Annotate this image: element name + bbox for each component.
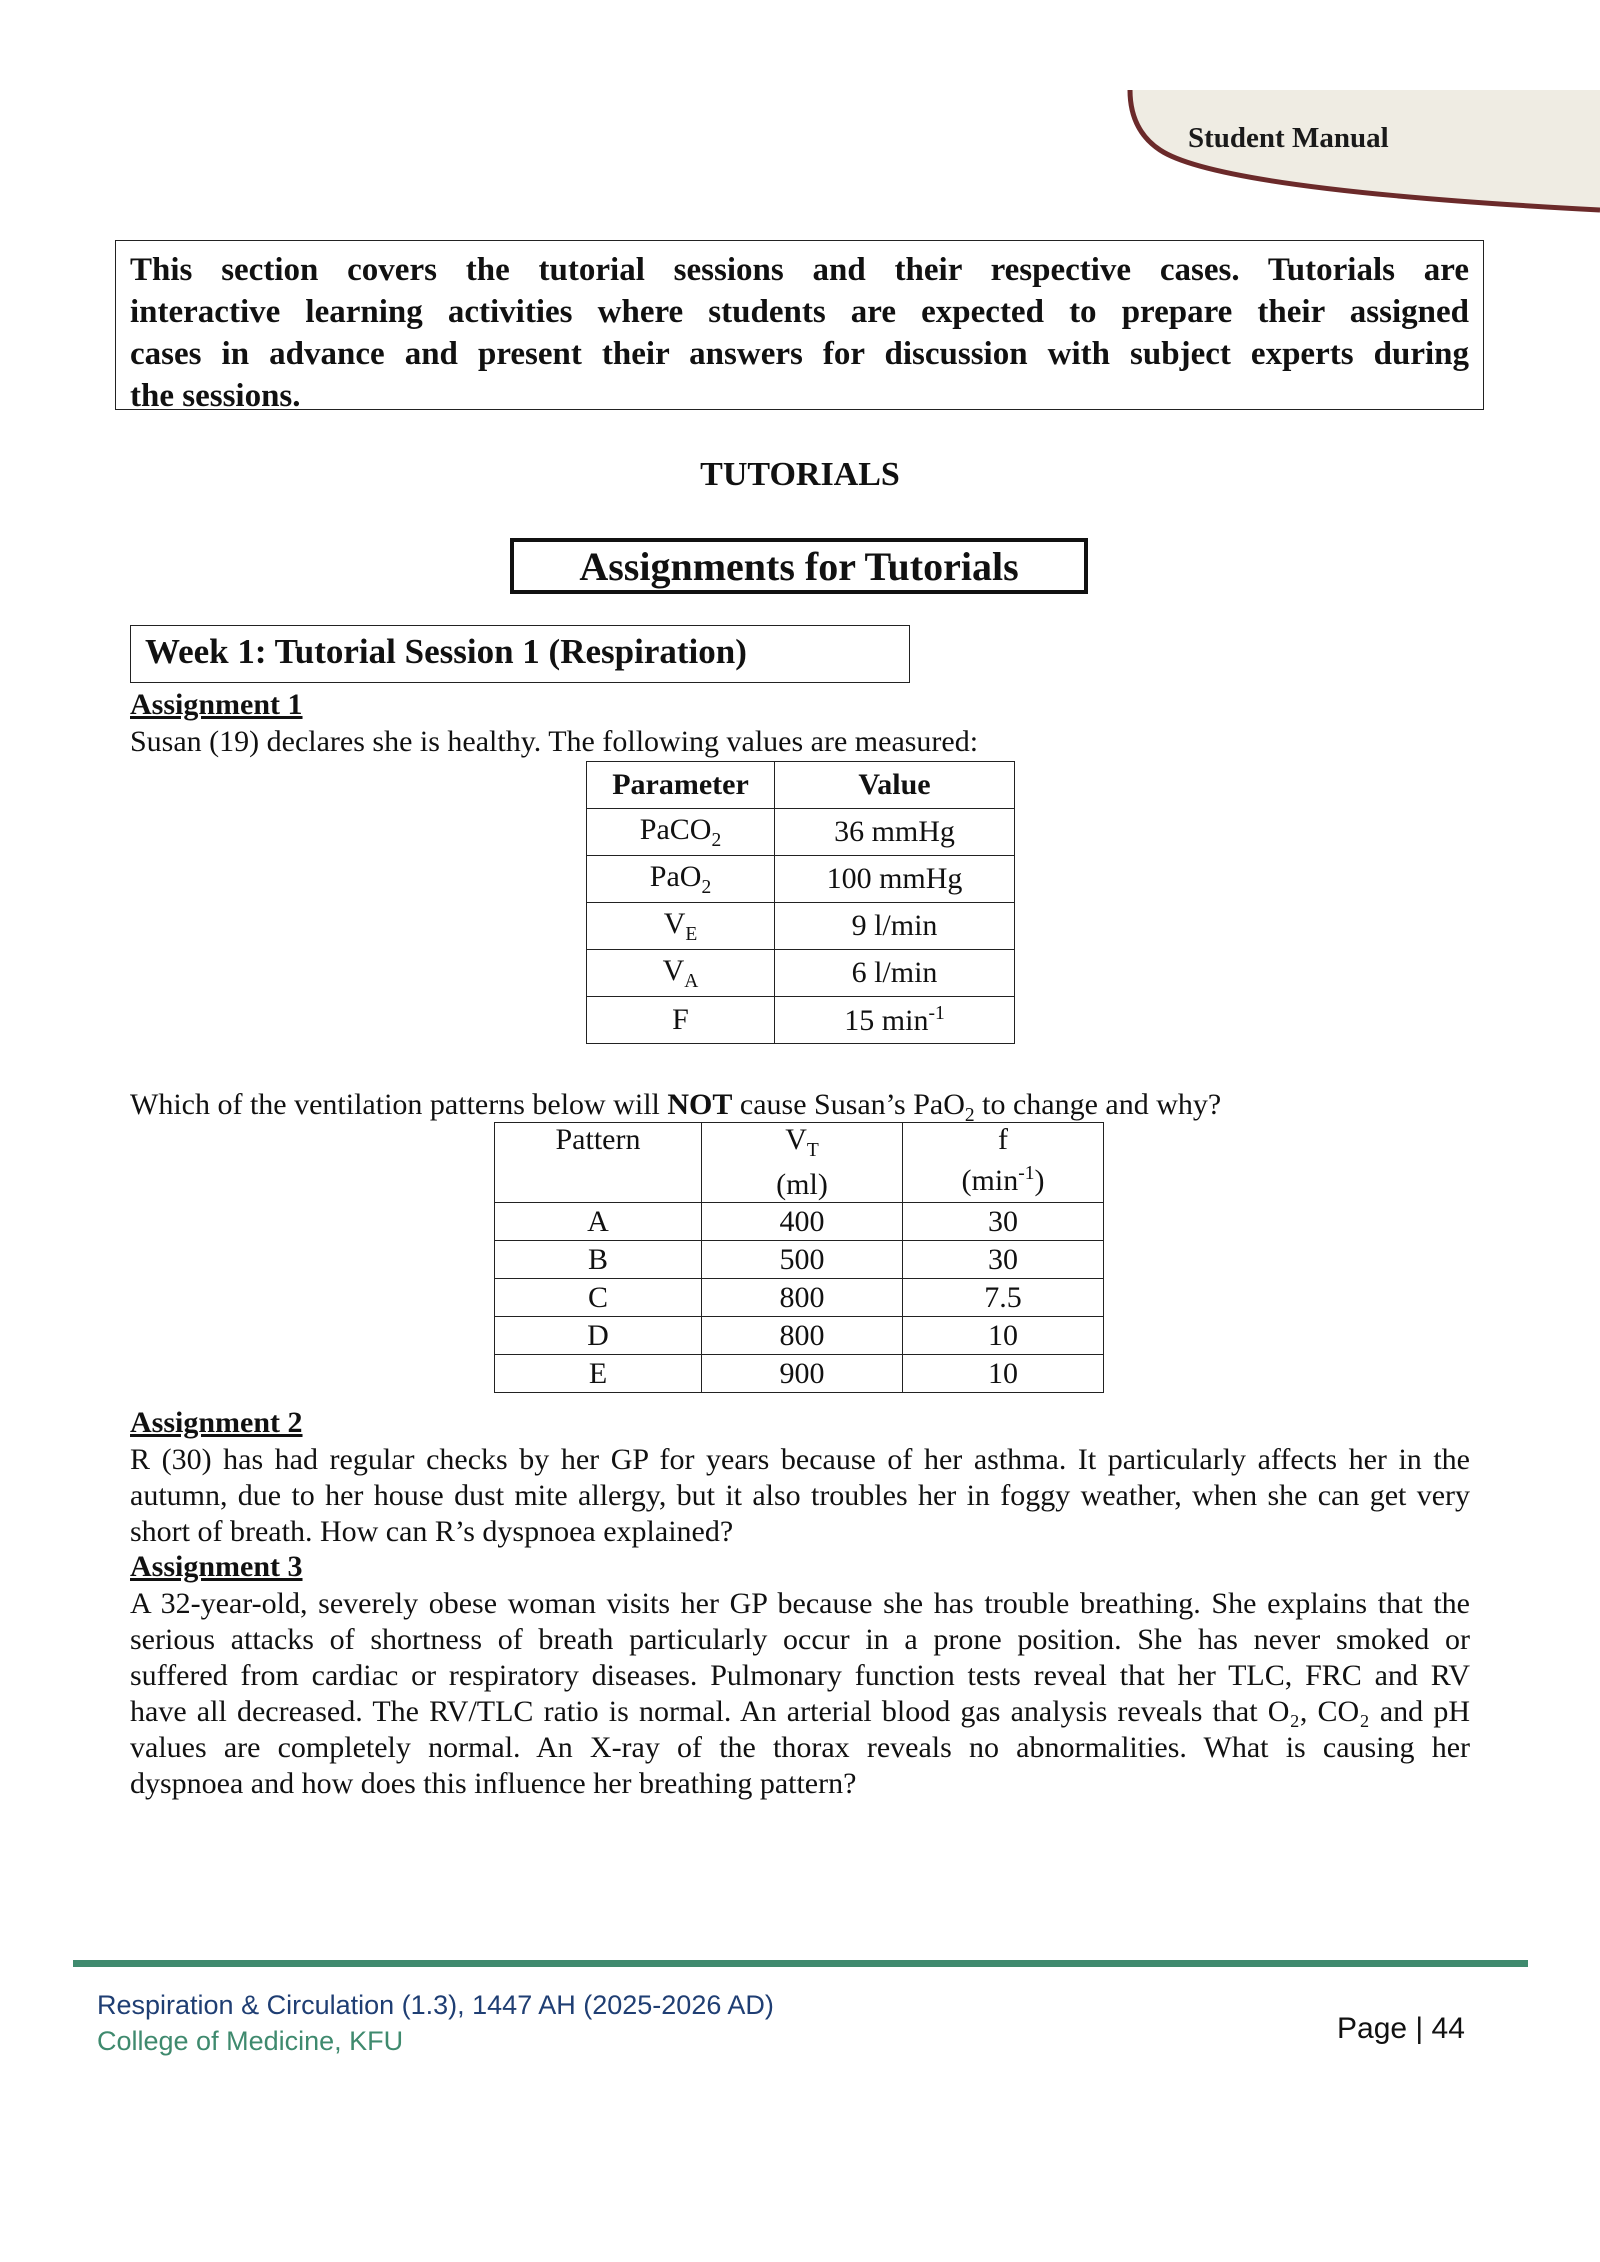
text-line: autumn, due to her house dust mite allergy, but it also troubles her in foggy weather, when she can get very bbox=[130, 1479, 1470, 1512]
value-cell: 100 mmHg bbox=[775, 856, 1015, 903]
param-cell: PaCO$_2$ bbox=[587, 809, 775, 856]
text-line: have all decreased. The RV/TLC ratio is normal. An arterial blood gas analysis reveals that O₂, CO₂ and pH bbox=[130, 1695, 1470, 1728]
text-line: R (30) has had regular checks by her GP for years because of her asthma. It particularly affects her in the bbox=[130, 1443, 1470, 1476]
table-row bbox=[587, 856, 1015, 903]
section-title: TUTORIALS bbox=[700, 456, 900, 493]
param-cell: $V_E$ bbox=[587, 903, 775, 950]
table-row bbox=[495, 1355, 1104, 1393]
assignment-3-text bbox=[130, 1586, 1470, 1802]
column-header: Parameter bbox=[587, 762, 775, 809]
pattern-cell: B bbox=[495, 1241, 702, 1279]
value-cell: 9 l/min bbox=[775, 903, 1015, 950]
table-row bbox=[587, 809, 1015, 856]
pattern-cell: A bbox=[495, 1203, 702, 1241]
intro-line: cases in advance and present their answers for discussion with subject experts during bbox=[130, 336, 1469, 372]
assignment-1-intro: Susan (19) declares she is healthy. The following values are measured: bbox=[130, 725, 979, 758]
value-cell: 6 l/min bbox=[775, 950, 1015, 997]
assignment-2-text bbox=[130, 1442, 1470, 1550]
table-row bbox=[495, 1317, 1104, 1355]
text-line: serious attacks of shortness of breath particularly occur in a prone position. She has never smoked or bbox=[130, 1623, 1470, 1656]
vt-cell: 800 bbox=[702, 1317, 903, 1355]
value-cell: 15 $\min^{-1}$ bbox=[775, 997, 1015, 1044]
column-header: f $(\min^{-1})$ bbox=[903, 1123, 1104, 1203]
measured-values-table bbox=[586, 761, 1015, 1044]
text-line: values are completely normal. An X-ray of the thorax reveals no abnormalities. What is causing her bbox=[130, 1731, 1470, 1764]
f-cell: 7.5 bbox=[903, 1279, 1104, 1317]
f-cell: 30 bbox=[903, 1241, 1104, 1279]
column-header: Value bbox=[775, 762, 1015, 809]
value-cell: 36 mmHg bbox=[775, 809, 1015, 856]
pattern-cell: C bbox=[495, 1279, 702, 1317]
assignment-2-heading: Assignment 2 bbox=[130, 1406, 303, 1439]
footer-course: Respiration & Circulation (1.3), 1447 AH (2025-2026 AD) bbox=[97, 1990, 774, 2020]
column-header: Pattern bbox=[495, 1123, 702, 1203]
table-row bbox=[495, 1279, 1104, 1317]
footer-divider bbox=[73, 1960, 1528, 1967]
assignments-title: Assignments for Tutorials bbox=[510, 538, 1088, 594]
param-cell: $V_A$ bbox=[587, 950, 775, 997]
ventilation-patterns-table bbox=[494, 1122, 1104, 1393]
param-cell: PaO$_2$ bbox=[587, 856, 775, 903]
table-row bbox=[587, 903, 1015, 950]
column-header: $V_T$ (ml) bbox=[702, 1123, 903, 1203]
table-row bbox=[495, 1241, 1104, 1279]
f-cell: 30 bbox=[903, 1203, 1104, 1241]
footer-college: College of Medicine, KFU bbox=[97, 2026, 404, 2056]
table-row bbox=[495, 1203, 1104, 1241]
param-cell: F bbox=[587, 997, 775, 1044]
intro-line: interactive learning activities where students are expected to prepare their assigned bbox=[130, 294, 1469, 330]
week-title: Week 1: Tutorial Session 1 (Respiration) bbox=[130, 625, 910, 683]
vt-cell: 800 bbox=[702, 1279, 903, 1317]
intro-box bbox=[115, 240, 1484, 414]
intro-line: the sessions. bbox=[130, 378, 301, 414]
pattern-cell: E bbox=[495, 1355, 702, 1393]
assignment-1-heading: Assignment 1 bbox=[130, 688, 303, 721]
page-number: Page | 44 bbox=[1337, 2012, 1465, 2045]
assignment-1-question: Which of the ventilation patterns below will NOT cause Susan’s PaO$_2$ to change and why? bbox=[130, 1088, 1222, 1126]
header-label: Student Manual bbox=[1188, 122, 1389, 154]
text-line: short of breath. How can R’s dyspnoea explained? bbox=[130, 1515, 734, 1548]
table-header-row bbox=[495, 1123, 1104, 1203]
table-row bbox=[587, 950, 1015, 997]
table-row bbox=[587, 997, 1015, 1044]
pattern-cell: D bbox=[495, 1317, 702, 1355]
text-line: A 32-year-old, severely obese woman visits her GP because she has trouble breathing. She explains that the bbox=[130, 1587, 1470, 1620]
f-cell: 10 bbox=[903, 1317, 1104, 1355]
intro-line: This section covers the tutorial sessions and their respective cases. Tutorials are bbox=[130, 252, 1469, 288]
text-line: suffered from cardiac or respiratory diseases. Pulmonary function tests reveal that her TLC, FRC and RV bbox=[130, 1659, 1470, 1692]
vt-cell: 500 bbox=[702, 1241, 903, 1279]
assignment-3-heading: Assignment 3 bbox=[130, 1550, 303, 1583]
vt-cell: 900 bbox=[702, 1355, 903, 1393]
text-line: dyspnoea and how does this influence her breathing pattern? bbox=[130, 1767, 857, 1800]
vt-cell: 400 bbox=[702, 1203, 903, 1241]
header-tab-shape bbox=[1100, 90, 1600, 230]
f-cell: 10 bbox=[903, 1355, 1104, 1393]
